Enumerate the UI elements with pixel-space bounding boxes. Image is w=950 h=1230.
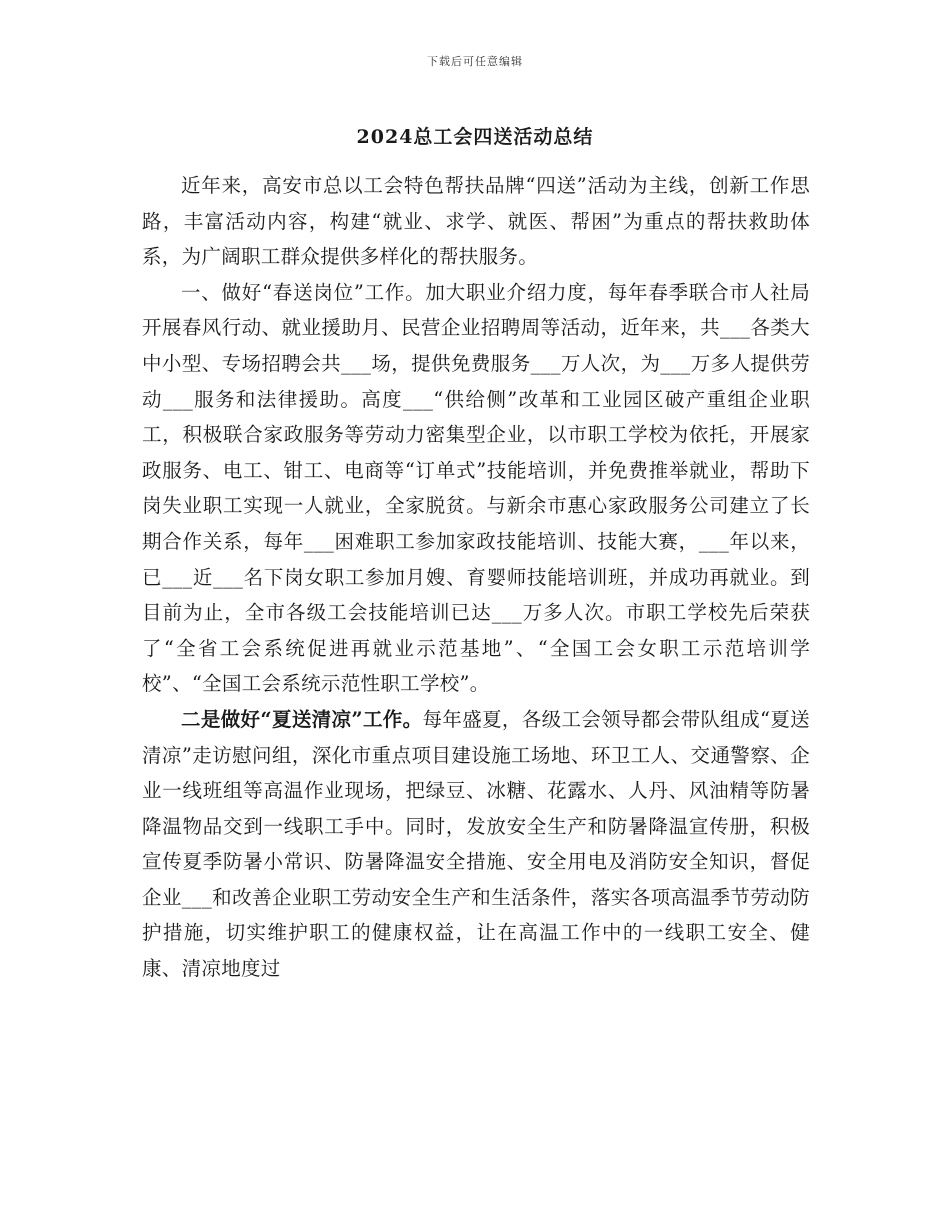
paragraph-spring-jobs — [142, 275, 810, 702]
paragraph-spring-jobs-text: 一、做好“春送岗位”工作。加大职业介绍力度，每年春季联合市人社局开展春风行动、就业援助月、民营企业招聘周等活动，近年来，共___各类大中小型、专场招聘会共___场，提供免费服务___万人次，为___万多人提供劳动___服务和法律援助。高度___“供给侧”改革和工业园区破产重组企业职工，积极联合家政服务等劳动力密集型企业，以市职工学校为依托，开展家政服务、电工、钳工、电商等“订单式”技能培训，并免费推举就业，帮助下岗失业职工实现一人就业，全家脱贫。与新余市惠心家政服务公司建立了长期合作关系，每年___困难职工参加家政技能培训、技能大赛，___年以来，已___近___名下岗女职工参加月嫂、育婴师技能培训班，并成功再就业。到目前为止，全市各级工会技能培训已达___万多人次。市职工学校先后荣获了“全省工会系统促进再就业示范基地”、“全国工会女职工示范培训学校”、“全国工会系统示范性职工学校”。 — [142, 280, 810, 696]
paragraph-summer-cool-text: 每年盛夏，各级工会领导都会带队组成“夏送清凉”走访慰问组，深化市重点项目建设施工场地、环卫工人、交通警察、企业一线班组等高温作业现场，把绿豆、冰糖、花露水、人丹、风油精等防暑降温物品交到一线职工手中。同时，发放安全生产和防暑降温宣传册，积极宣传夏季防暑小常识、防暑降温安全措施、安全用电及消防安全知识，督促企业___和改善企业职工劳动安全生产和生活条件，落实各项高温季节劳动防护措施，切实维护职工的健康权益，让在高温工作中的一线职工安全、健康、清凉地度过 — [142, 707, 810, 981]
document-title: 2024总工会四送活动总结 — [356, 126, 594, 148]
paragraph-summer-cool — [142, 702, 810, 987]
paragraph-intro — [142, 168, 810, 275]
header-note: 下载后可任意编辑 — [427, 55, 523, 68]
paragraph-summer-cool-lead: 二是做好“夏送清凉”工作。 — [181, 707, 423, 731]
paragraph-intro-text: 近年来，高安市总以工会特色帮扶品牌“四送”活动为主线，创新工作思路，丰富活动内容，构建“就业、求学、就医、帮困”为重点的帮扶救助体系，为广阔职工群众提供多样化的帮扶服务。 — [142, 174, 810, 269]
document-body — [142, 168, 810, 987]
